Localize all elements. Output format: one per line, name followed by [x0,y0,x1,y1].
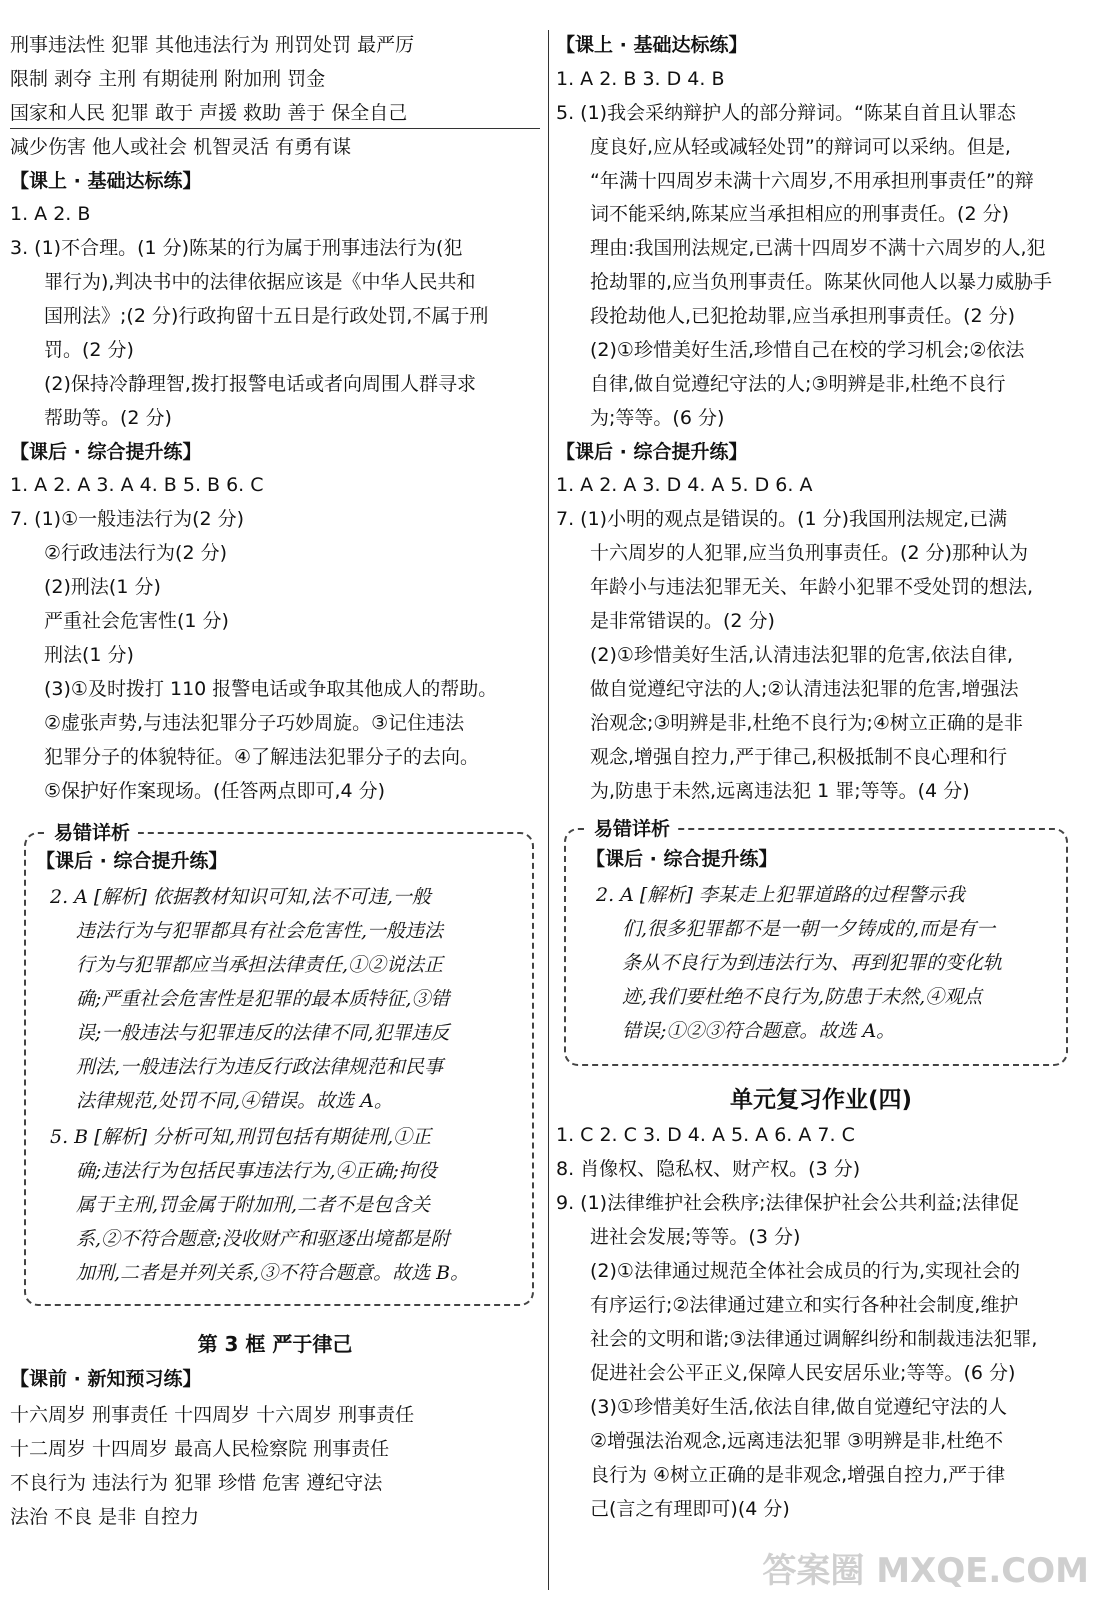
keyword-line: 法治 不良 是非 自控力 [10,1506,200,1528]
analysis-line: 加刑,二者是并列关系,③不符合题意。故选 B。 [76,1262,470,1284]
analysis-line: 迹,我们要杜绝不良行为,防患于未然,④观点 [622,986,983,1008]
answer-line: 3. (1)不合理。(1 分)陈某的行为属于刑事违法行为(犯 [10,237,463,259]
analysis-line: 错误;①②③符合题意。故选 A。 [622,1020,896,1042]
analysis-line: 条从不良行为到违法行为、再到犯罪的变化轨 [622,952,1003,974]
keyword-line: 限制 剥夺 主刑 有期徒刑 附加刑 罚金 [10,68,326,90]
answer-line: 有序运行;②法律通过建立和实行各种社会制度,维护 [590,1294,1019,1316]
answer-line: 为;等等。(6 分) [590,407,725,429]
answer-line: 段抢劫他人,已犯抢劫罪,应当承担刑事责任。(2 分) [590,305,1016,327]
analysis-line: 误;一般违法与犯罪违反的法律不同,犯罪违反 [76,1022,450,1044]
keyword-line: 减少伤害 他人或社会 机智灵活 有勇有谋 [10,136,352,158]
keyword-line: 不良行为 违法行为 犯罪 珍惜 危害 遵纪守法 [10,1472,383,1494]
answer-line: 理由:我国刑法规定,已满十四周岁不满十六周岁的人,犯 [590,237,1046,259]
box-title: 易错详析 [46,820,138,846]
section-heading: 【课后 · 综合提升练】 [10,441,202,463]
answer-line: 国刑法》;(2 分)行政拘留十五日是行政处罚,不属于刑 [44,305,489,327]
answer-line: 做自觉遵纪守法的人;②认清违法犯罪的危害,增强法 [590,678,1019,700]
answer-line: (2)①珍惜美好生活,认清违法犯罪的危害,依法自律, [590,644,1014,666]
answer-line: (2)①法律通过规范全体社会成员的行为,实现社会的 [590,1260,1020,1282]
answer-line: 8. 肖像权、隐私权、财产权。(3 分) [556,1158,861,1180]
answer-line: (2)保持冷静理智,拨打报警电话或者向周围人群寻求 [44,373,476,395]
answer-line: 治观念;③明辨是非,杜绝不良行为;④树立正确的是非 [590,712,1023,734]
answer-line: 罚。(2 分) [44,339,134,361]
section-heading: 【课前 · 新知预习练】 [10,1368,202,1390]
answer-line: 1. A 2. B 3. D 4. B [556,68,725,90]
answer-line: 刑法(1 分) [44,644,134,666]
answer-line: ②增强法治观念,远离违法犯罪 ③明辨是非,杜绝不 [590,1430,1004,1452]
answer-line: 1. A 2. B [10,203,91,225]
keyword-line: 国家和人民 犯罪 敢于 声援 救助 善于 保全自己 [10,102,408,124]
analysis-line: 2. A [解析] 依据教材知识可知,法不可违,一般 [50,886,431,908]
answer-line: (2)①珍惜美好生活,珍惜自己在校的学习机会;②依法 [590,339,1025,361]
answer-line: “年满十四周岁未满十六周岁,不用承担刑事责任”的辩 [590,170,1034,192]
analysis-line: 属于主刑,罚金属于附加刑,二者不是包含关 [76,1194,431,1216]
answer-line: 词不能采纳,陈某应当承担相应的刑事责任。(2 分) [590,203,1009,225]
answer-line: 自律,做自觉遵纪守法的人;③明辨是非,杜绝不良行 [590,373,1006,395]
unit-title: 单元复习作业(四) [729,1087,913,1113]
answer-line: 社会的文明和谐;③法律通过调解纠纷和制裁违法犯罪, [590,1328,1038,1350]
analysis-line: 5. B [解析] 分析可知,刑罚包括有期徒刑,①正 [50,1126,432,1148]
answer-line: 年龄小与违法犯罪无关、年龄小犯罪不受处罚的想法, [590,576,1034,598]
section-heading: 【课上 · 基础达标练】 [556,34,748,56]
answer-line: ②虚张声势,与违法犯罪分子巧妙周旋。③记住违法 [44,712,465,734]
watermark-logo: 答案圈 MXQE.COM [762,1551,1089,1591]
answer-line: 9. (1)法律维护社会秩序;法律保护社会公共利益;法律促 [556,1192,1019,1214]
answer-line: 1. A 2. A 3. D 4. A 5. D 6. A [556,474,813,496]
frame-title: 第 3 框 严于律己 [197,1332,353,1356]
answer-line: 1. A 2. A 3. A 4. B 5. B 6. C [10,474,264,496]
analysis-line: 确;违法行为包括民事违法行为,④正确;拘役 [76,1160,437,1182]
answer-line: (3)①及时拨打 110 报警电话或争取其他成人的帮助。 [44,678,498,700]
answer-line: 十六周岁的人犯罪,应当负刑事责任。(2 分)那种认为 [590,542,1028,564]
answer-line: (3)①珍惜美好生活,依法自律,做自觉遵纪守法的人 [590,1396,1008,1418]
error-analysis-box [24,822,534,1306]
box-heading: 【课后 · 综合提升练】 [36,850,228,872]
analysis-line: 违法行为与犯罪都具有社会危害性,一般违法 [76,920,444,942]
answer-line: ②行政违法行为(2 分) [44,542,227,564]
analysis-line: 们,很多犯罪都不是一朝一夕铸成的,而是有一 [622,918,996,940]
box-heading: 【课后 · 综合提升练】 [586,848,778,870]
answer-line: 7. (1)小明的观点是错误的。(1 分)我国刑法规定,已满 [556,508,1008,530]
analysis-line: 系,②不符合题意;没收财产和驱逐出境都是附 [76,1228,450,1250]
keyword-line: 十六周岁 刑事责任 十四周岁 十六周岁 刑事责任 [10,1404,415,1426]
answer-line: 1. C 2. C 3. D 4. A 5. A 6. A 7. C [556,1124,855,1146]
answer-line: 罪行为),判决书中的法律依据应该是《中华人民共和 [44,271,476,293]
answer-line: 帮助等。(2 分) [44,407,172,429]
answer-line: 为,防患于未然,远离违法犯 1 罪;等等。(4 分) [590,780,970,802]
column-divider [548,30,549,1590]
answer-line: (2)刑法(1 分) [44,576,161,598]
section-rule [10,128,540,129]
section-heading: 【课后 · 综合提升练】 [556,441,748,463]
analysis-line: 确;严重社会危害性是犯罪的最本质特征,③错 [76,988,450,1010]
keyword-line: 刑事违法性 犯罪 其他违法行为 刑罚处罚 最严厉 [10,34,415,56]
answer-line: 是非常错误的。(2 分) [590,610,775,632]
analysis-line: 刑法,一般违法行为违反行政法律规范和民事 [76,1056,444,1078]
answer-line: 7. (1)①一般违法行为(2 分) [10,508,245,530]
analysis-line: 2. A [解析] 李某走上犯罪道路的过程警示我 [596,884,965,906]
box-title: 易错详析 [586,816,678,842]
answer-line: 严重社会危害性(1 分) [44,610,229,632]
answer-line: 度良好,应从轻或减轻处罚”的辩词可以采纳。但是, [590,136,1011,158]
answer-line: 犯罪分子的体貌特征。④了解违法犯罪分子的去向。 [44,746,480,768]
keyword-line: 十二周岁 十四周岁 最高人民检察院 刑事责任 [10,1438,390,1460]
analysis-line: 行为与犯罪都应当承担法律责任,①②说法正 [76,954,444,976]
error-analysis-box [564,818,1068,1066]
analysis-line: 法律规范,处罚不同,④错误。故选 A。 [76,1090,393,1112]
section-heading: 【课上 · 基础达标练】 [10,170,202,192]
answer-line: 促进社会公平正义,保障人民安居乐业;等等。(6 分) [590,1362,1016,1384]
answer-line: 己(言之有理即可)(4 分) [590,1498,790,1520]
answer-line: 良行为 ④树立正确的是非观念,增强自控力,严于律 [590,1464,1006,1486]
answer-line: ⑤保护好作案现场。(任答两点即可,4 分) [44,780,386,802]
answer-line: 观念,增强自控力,严于律己,积极抵制不良心理和行 [590,746,1008,768]
answer-line: 进社会发展;等等。(3 分) [590,1226,801,1248]
answer-line: 抢劫罪的,应当负刑事责任。陈某伙同他人以暴力威胁手 [590,271,1053,293]
answer-line: 5. (1)我会采纳辩护人的部分辩词。“陈某自首且认罪态 [556,102,1016,124]
